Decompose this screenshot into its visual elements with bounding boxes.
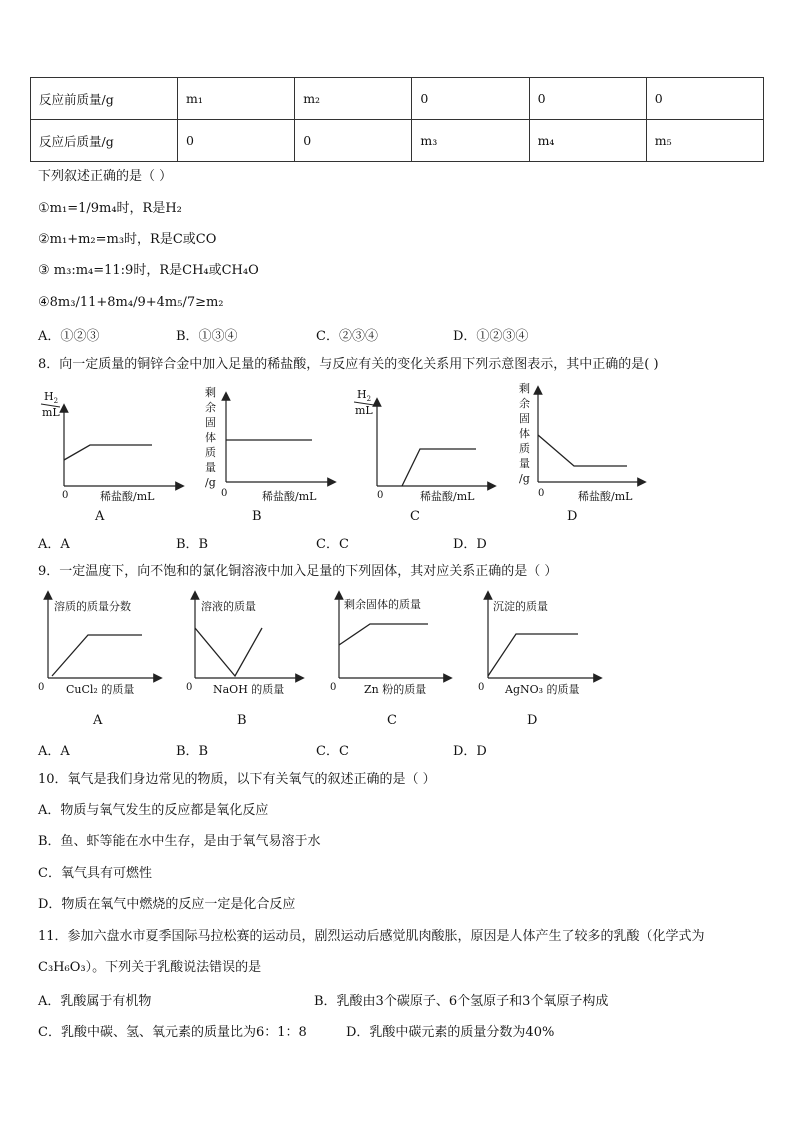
q7-option-c[interactable]: C．②③④ xyxy=(316,329,378,344)
q9-option-b[interactable]: B．B xyxy=(176,744,209,759)
q9-graph-c-xlabel: Zn 粉的质量 xyxy=(364,683,427,696)
q7-statement: ③ m₃:m₄=11:9时，R是CH₄或CH₄O xyxy=(38,263,259,278)
q9-graph-d-xlabel: AgNO₃ 的质量 xyxy=(505,683,580,696)
origin-label: 0 xyxy=(538,488,545,499)
q8-stem: 8．向一定质量的铜锌合金中加入足量的稀盐酸，与反应有关的变化关系用下列示意图表示，其中正确的是( ) xyxy=(38,357,659,372)
q9-graph-b-xlabel: NaOH 的质量 xyxy=(213,683,285,696)
q9-graph-c-letter: C xyxy=(387,713,397,728)
q7-statement: ②m₁+m₂=m₃时，R是C或CO xyxy=(38,232,217,247)
q8-graph-b-ylabel: 剩余固体质量/g xyxy=(205,386,216,489)
table-cell: 0 xyxy=(412,78,529,120)
q7-option-b[interactable]: B．①③④ xyxy=(176,329,238,344)
origin-label: 0 xyxy=(377,490,384,501)
q8-graph-b xyxy=(205,385,332,524)
q9-graph-a-curve xyxy=(52,635,142,676)
q8-graph-d-letter: D xyxy=(567,509,578,524)
q8-graph-a-curve xyxy=(64,445,152,460)
q7-prompt: 下列叙述正确的是（ ） xyxy=(38,169,173,184)
q9-graph-a xyxy=(38,595,158,728)
q7-statement: ①m₁=1/9m₄时，R是H₂ xyxy=(38,201,182,216)
table-cell: m₂ xyxy=(295,78,412,120)
q8-graph-b-xlabel: 稀盐酸/mL xyxy=(262,490,317,503)
origin-label: 0 xyxy=(62,490,69,501)
q8-graph-a-xlabel: 稀盐酸/mL xyxy=(100,490,155,503)
q9-graphs xyxy=(30,590,770,730)
q10-option-a[interactable]: A．物质与氧气发生的反应都是氧化反应 xyxy=(38,803,269,818)
table-cell: m₅ xyxy=(646,120,763,162)
q8-graph-a-letter: A xyxy=(95,509,105,524)
q9-graph-b-curve xyxy=(195,628,262,676)
q8-graph-c-curve xyxy=(402,449,476,486)
table-cell: m₄ xyxy=(529,120,646,162)
table-row xyxy=(31,78,764,120)
origin-label: 0 xyxy=(478,682,485,693)
q8-graph-c-xlabel: 稀盐酸/mL xyxy=(420,490,475,503)
q11-option-d[interactable]: D．乳酸中碳元素的质量分数为40% xyxy=(346,1025,555,1040)
q10-option-c[interactable]: C．氧气具有可燃性 xyxy=(38,866,152,881)
origin-label: 0 xyxy=(330,682,337,693)
table-cell: m₁ xyxy=(178,78,295,120)
q7-statement: ④8m₃/11+8m₄/9+4m₅/7≥m₂ xyxy=(38,295,224,310)
table-cell: 反应后质量/g xyxy=(31,120,178,162)
table-cell: 0 xyxy=(529,78,646,120)
q8-graph-c-ylabel: $H_2$ xyxy=(357,388,372,403)
q9-graph-c-ylabel: 剩余固体的质量 xyxy=(344,598,421,611)
q8-graphs xyxy=(30,380,770,525)
q8-graph-a-ylabel: $H_2$ xyxy=(44,390,59,405)
table-row xyxy=(31,120,764,162)
q8-option-a[interactable]: A．A xyxy=(38,537,70,552)
origin-label: 0 xyxy=(186,682,193,693)
q8-graph-b-letter: B xyxy=(252,509,262,524)
q9-graph-a-letter: A xyxy=(93,713,103,728)
table-cell: 0 xyxy=(178,120,295,162)
q9-graph-d-curve xyxy=(488,634,578,676)
q8-graph-d xyxy=(519,381,642,524)
q9-option-c[interactable]: C．C xyxy=(316,744,349,759)
q11-option-a[interactable]: A．乳酸属于有机物 xyxy=(38,994,152,1009)
q8-option-d[interactable]: D．D xyxy=(453,537,487,552)
q9-graph-a-xlabel: CuCl₂ 的质量 xyxy=(66,683,135,696)
q11-option-b[interactable]: B．乳酸由3个碳原子、6个氢原子和3个氧原子构成 xyxy=(314,994,609,1009)
q10-stem: 10．氧气是我们身边常见的物质，以下有关氧气的叙述正确的是（ ） xyxy=(38,772,436,787)
q7-option-a[interactable]: A．①②③ xyxy=(38,329,100,344)
q11-stem-line2: C₃H₆O₃）。下列关于乳酸说法错误的是 xyxy=(38,960,262,975)
q9-graph-c-curve xyxy=(339,624,428,645)
q11-stem-line1: 11．参加六盘水市夏季国际马拉松赛的运动员，剧烈运动后感觉肌肉酸胀，原因是人体产生了较多的乳酸（化学式为 xyxy=(38,929,705,944)
q8-graph-d-xlabel: 稀盐酸/mL xyxy=(578,490,633,503)
q9-graph-d-letter: D xyxy=(527,713,538,728)
q8-option-b[interactable]: B．B xyxy=(176,537,209,552)
q11-option-c[interactable]: C．乳酸中碳、氢、氧元素的质量比为6：1：8 xyxy=(38,1025,307,1040)
q9-graph-d xyxy=(478,595,598,728)
q9-graph-d-ylabel: 沉淀的质量 xyxy=(493,600,548,613)
svg-text:mL: mL xyxy=(42,406,60,419)
q8-option-c[interactable]: C．C xyxy=(316,537,349,552)
q8-graph-d-curve xyxy=(538,435,627,466)
q10-option-d[interactable]: D．物质在氧气中燃烧的反应一定是化合反应 xyxy=(38,897,296,912)
q9-option-d[interactable]: D．D xyxy=(453,744,487,759)
table-cell: 0 xyxy=(295,120,412,162)
mass-table xyxy=(30,77,764,162)
q9-graph-b-ylabel: 溶液的质量 xyxy=(201,600,256,613)
q9-graph-b-letter: B xyxy=(237,713,247,728)
q8-graph-a xyxy=(41,390,180,524)
table-cell: 反应前质量/g xyxy=(31,78,178,120)
q9-stem: 9．一定温度下，向不饱和的氯化铜溶液中加入足量的下列固体，其对应关系正确的是（ ） xyxy=(38,564,558,579)
table-cell: m₃ xyxy=(412,120,529,162)
origin-label: 0 xyxy=(38,682,45,693)
q10-option-b[interactable]: B．鱼、虾等能在水中生存，是由于氧气易溶于水 xyxy=(38,834,321,849)
q8-graph-d-ylabel: 剩余固体质量/g xyxy=(519,382,530,485)
q7-option-d[interactable]: D．①②③④ xyxy=(453,329,529,344)
table-cell: 0 xyxy=(646,78,763,120)
q9-option-a[interactable]: A．A xyxy=(38,744,70,759)
origin-label: 0 xyxy=(221,488,228,499)
q9-graph-a-ylabel: 溶质的质量分数 xyxy=(54,600,131,613)
q9-graph-b xyxy=(186,595,300,728)
q9-graph-c xyxy=(330,595,448,728)
svg-text:mL: mL xyxy=(355,404,373,417)
q8-graph-c-letter: C xyxy=(410,509,420,524)
q8-graph-c xyxy=(354,388,492,524)
